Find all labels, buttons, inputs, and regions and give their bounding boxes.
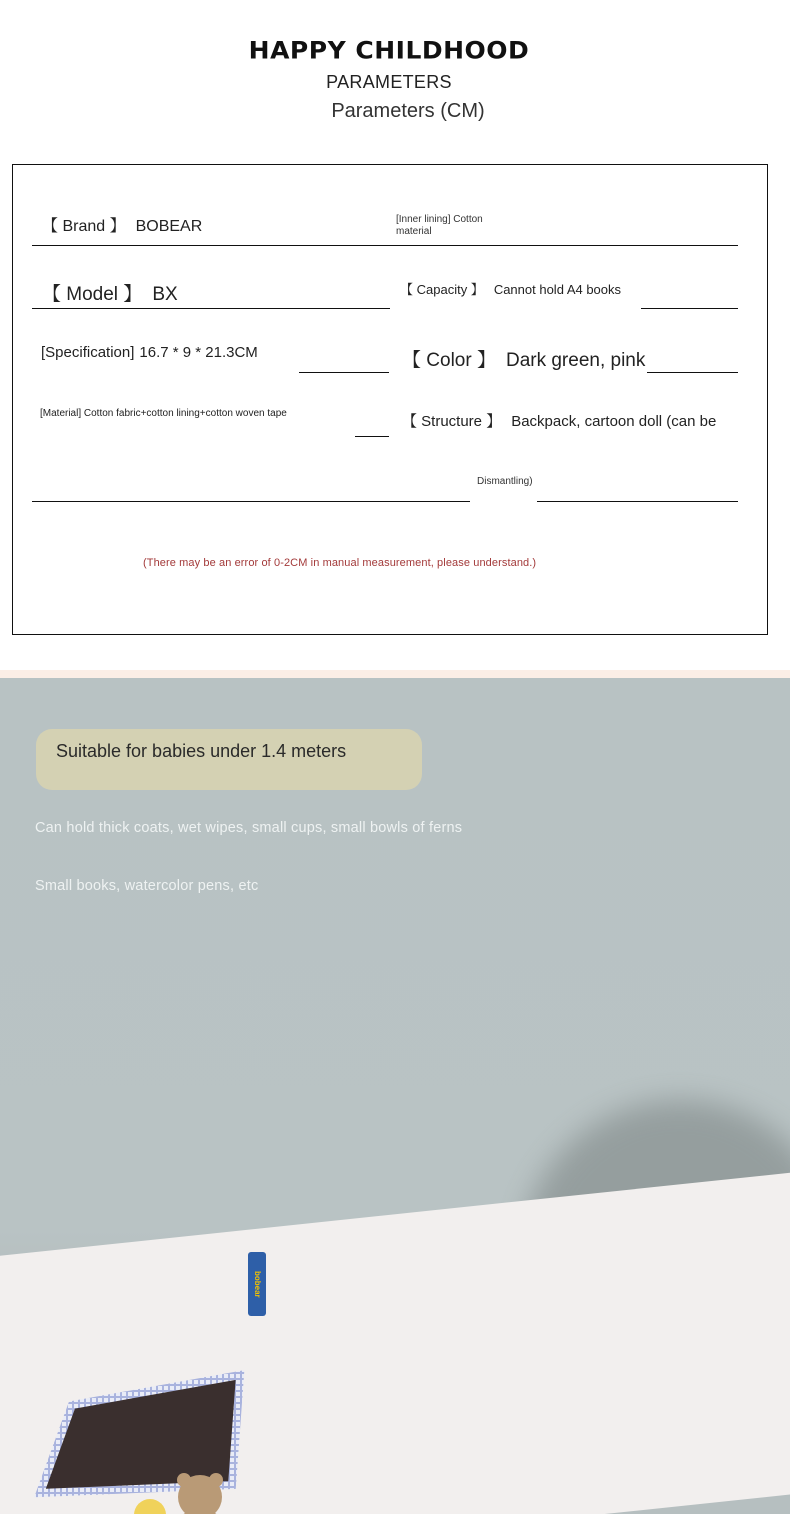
param-specification-label: [Specification] bbox=[41, 344, 135, 361]
row-divider bbox=[537, 501, 738, 502]
height-badge-text: Suitable for babies under 1.4 meters bbox=[56, 741, 347, 761]
product-illustration bbox=[0, 1070, 790, 1514]
toy-box bbox=[36, 1375, 255, 1514]
page-title: HAPPY CHILDHOOD bbox=[248, 36, 530, 65]
section-subtitle-cm: Parameters (CM) bbox=[331, 100, 485, 122]
row-divider bbox=[32, 501, 470, 502]
height-badge bbox=[36, 729, 422, 790]
param-model-label: 【 Model 】 bbox=[42, 284, 143, 305]
section-subtitle: PARAMETERS bbox=[326, 72, 452, 92]
brand-tag: bobear bbox=[248, 1252, 266, 1316]
product-photo bbox=[0, 670, 790, 1514]
param-capacity-label: 【 Capacity 】 bbox=[400, 282, 484, 297]
param-model-value: BX bbox=[152, 284, 178, 305]
row-divider bbox=[32, 308, 390, 309]
param-specification-value: 16.7 * 9 * 21.3CM bbox=[139, 344, 258, 361]
row-divider bbox=[299, 372, 389, 373]
param-structure-value: Backpack, cartoon doll (can be bbox=[511, 413, 717, 430]
param-structure-continued: Dismantling) bbox=[477, 476, 533, 487]
param-color bbox=[402, 345, 645, 372]
row-divider bbox=[355, 436, 389, 437]
param-model bbox=[42, 279, 178, 306]
param-color-label: 【 Color 】 bbox=[402, 350, 496, 371]
param-brand bbox=[42, 213, 202, 236]
capacity-line-2: Small books, watercolor pens, etc bbox=[35, 878, 259, 894]
param-specification bbox=[41, 344, 258, 361]
row-divider bbox=[641, 308, 738, 309]
param-color-value: Dark green, pink bbox=[505, 350, 646, 371]
param-material: [Material] Cotton fabric+cotton lining+cotton woven tape bbox=[40, 408, 287, 419]
row-divider bbox=[32, 245, 738, 246]
param-brand-value: BOBEAR bbox=[135, 218, 203, 235]
row-divider bbox=[647, 372, 738, 373]
param-capacity bbox=[400, 279, 621, 298]
param-brand-label: 【 Brand 】 bbox=[42, 218, 126, 235]
param-inner-lining: [Inner lining] Cotton material bbox=[396, 214, 483, 237]
measurement-note: (There may be an error of 0-2CM in manual measurement, please understand.) bbox=[143, 557, 537, 569]
param-capacity-value: Cannot hold A4 books bbox=[493, 282, 622, 297]
param-structure-label: 【 Structure 】 bbox=[402, 413, 502, 430]
capacity-line-1: Can hold thick coats, wet wipes, small cups, small bowls of ferns bbox=[35, 820, 463, 836]
param-structure bbox=[402, 410, 716, 431]
